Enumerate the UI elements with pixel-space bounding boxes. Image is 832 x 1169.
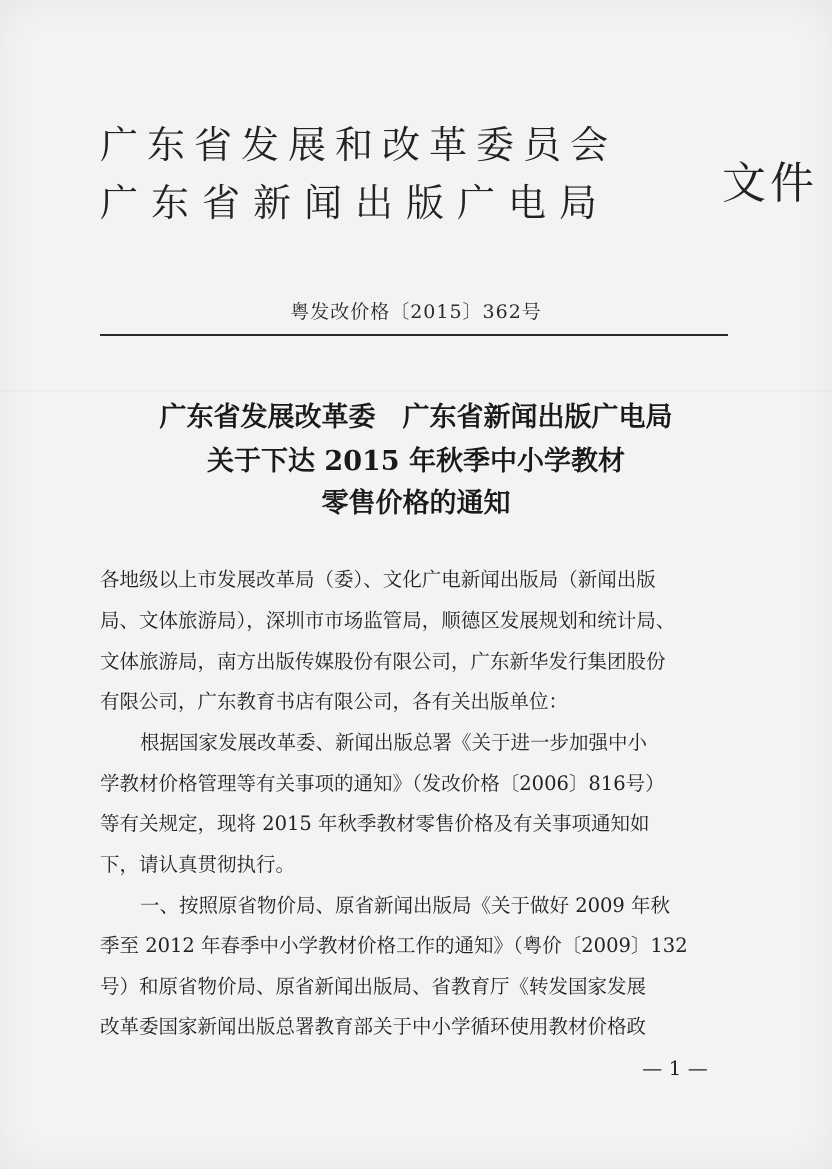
- document-number: 粤发改价格〔2015〕362号: [290, 301, 542, 323]
- body-line: 号）和原省物价局、原省新闻出版局、省教育厅《转发国家发展: [100, 975, 647, 998]
- page-number: — 1 —: [642, 1056, 708, 1080]
- issuer-line-2: 广东省新闻出版广电局: [100, 181, 611, 225]
- body-line: 学教材价格管理等有关事项的通知》（发改价格〔2006〕816号）: [100, 772, 665, 795]
- document-suffix: 文件: [722, 158, 818, 209]
- title-line-2: 关于下达 2015 年秋季中小学教材: [207, 446, 625, 477]
- body-line: 改革委国家新闻出版总署教育部关于中小学循环使用教材价格政: [100, 1015, 647, 1038]
- issuer-header: [100, 118, 818, 238]
- body-line: 局、文体旅游局），深圳市市场监管局，顺德区发展规划和统计局、: [100, 609, 676, 632]
- body-line: 等有关规定，现将 2015 年秋季教材零售价格及有关事项通知如: [100, 812, 650, 835]
- title-line-1: 广东省发展改革委 广东省新闻出版广电局: [159, 402, 673, 433]
- body-line: 根据国家发展改革委、新闻出版总署《关于进一步加强中小: [140, 731, 648, 754]
- body-line: 各地级以上市发展改革局（委）、文化广电新闻出版局（新闻出版: [100, 568, 656, 591]
- body-line: 季至 2012 年春季中小学教材价格工作的通知》（粤价〔2009〕132: [100, 934, 688, 957]
- issuer-line-1: 广东省发展和改革委员会: [100, 123, 618, 167]
- body-line: 下，请认真贯彻执行。: [100, 853, 296, 876]
- header-divider: [100, 334, 728, 336]
- body-line: 有限公司，广东教育书店有限公司，各有关出版单位：: [100, 690, 569, 713]
- title-line-3: 零售价格的通知: [321, 488, 511, 519]
- body-line: 文体旅游局，南方出版传媒股份有限公司，广东新华发行集团股份: [100, 650, 666, 673]
- body-line: 一、按照原省物价局、原省新闻出版局《关于做好 2009 年秋: [140, 894, 671, 917]
- paper-fold: [0, 390, 832, 392]
